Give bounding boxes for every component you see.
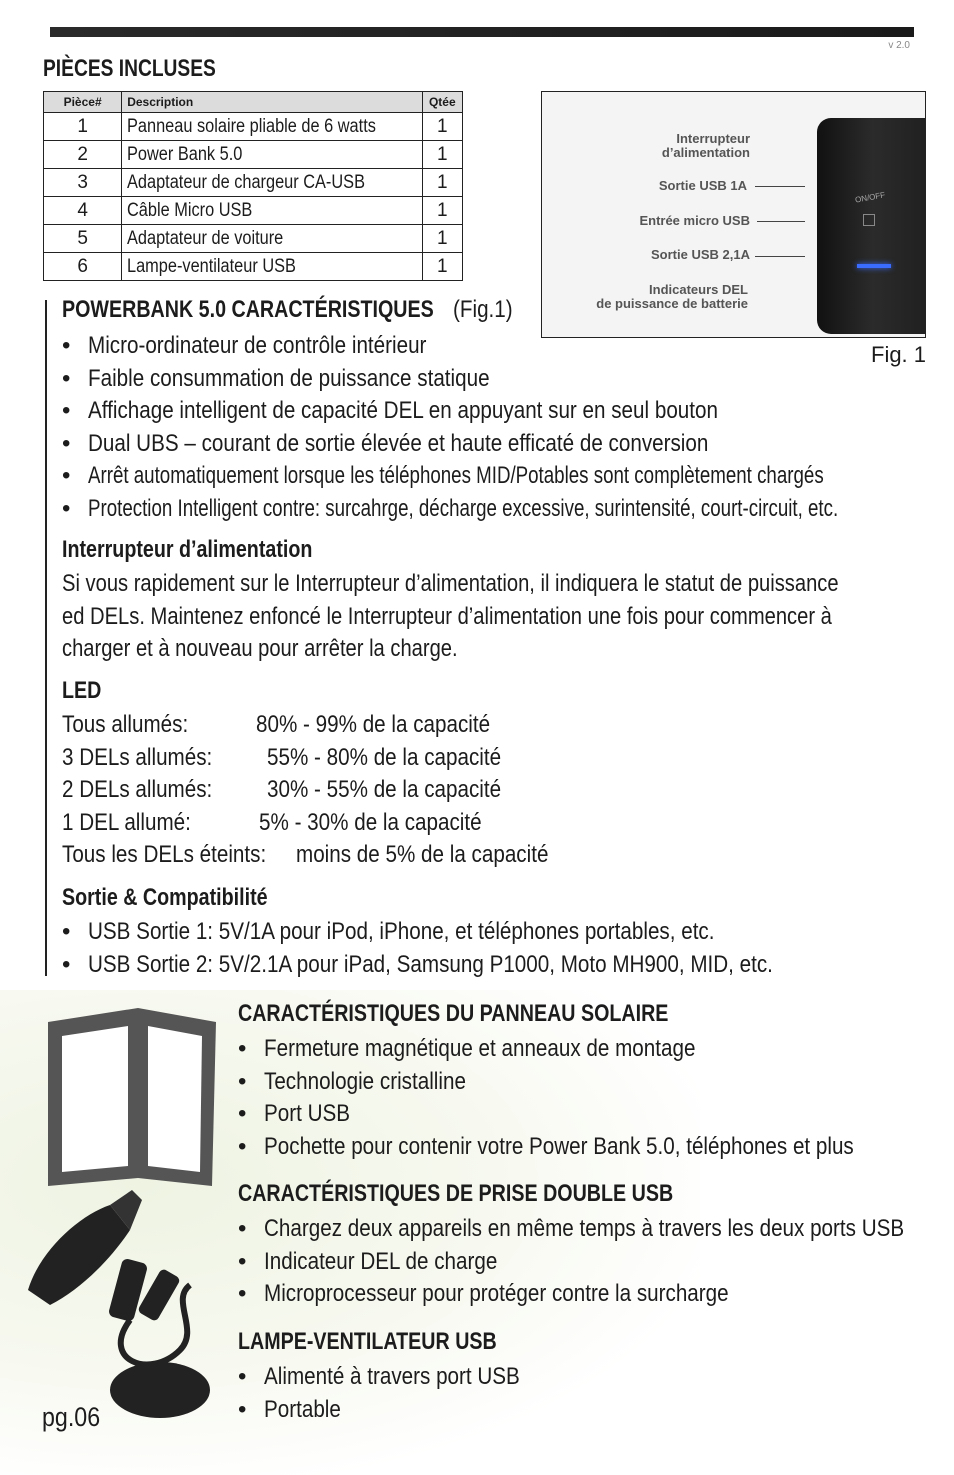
list-item: • Arrêt automatiquement lorsque les téléphones MID/Potables sont complètement chargés [62,460,942,493]
solar-panel-icon [48,1008,216,1186]
dual-usb-section [238,1180,938,1311]
arrow [755,186,805,187]
led-row [62,774,942,807]
list-item: • Affichage intelligent de capacité DEL en appuyant sur en seul bouton [62,395,942,428]
list-item-text: Port USB [264,1100,351,1127]
section-rule [45,300,47,976]
led-key: 2 DELs allumés: [62,776,213,803]
figure-caption: Fig. 1 [871,342,927,367]
table-row [44,141,463,169]
label-switch: Interrupteur d’alimentation [661,131,750,160]
cell: 1 [422,141,462,169]
cell: 1 [422,169,462,197]
list-item-text: Technologie cristalline [264,1067,466,1095]
lamp-title: LAMPE-VENTILATEUR USB [238,1328,497,1355]
output-section [62,884,942,981]
list-item-text: USB Sortie 1: 5V/1A pour iPod, iPhone, et téléphones portables, etc. [88,918,715,945]
led-value: 30% - 55% de la capacité [267,776,502,803]
led-section [62,677,942,872]
list-item-text: Microprocesseur pour protéger contre la surcharge [264,1280,729,1307]
table-row [44,225,463,253]
list-item-text: USB Sortie 2: 5V/2.1A pour iPad, Samsung P1000, Moto MH900, MID, etc. [88,950,773,978]
solar-section [238,1000,938,1163]
parts-header-row [44,92,463,113]
cell-text: Adaptateur de chargeur CA-USB [127,171,366,193]
list-item: • USB Sortie 1: 5V/1A pour iPod, iPhone, et téléphones portables, etc. [62,916,942,949]
list-item-text: Faible consummation de puissance statique [88,364,490,392]
led-value: 80% - 99% de la capacité [256,711,491,738]
list-item: • Technologie cristalline [238,1066,938,1099]
list-item-text: Portable [264,1395,341,1423]
list-item: • USB Sortie 2: 5V/2.1A pour iPad, Samsung P1000, Moto MH900, MID, etc. [62,949,942,982]
cell-text: Câble Micro USB [127,199,253,221]
cell [122,141,422,169]
list-item: • Pochette pour contenir votre Power Bank 5.0, téléphones et plus [238,1131,938,1164]
cell-text: Lampe-ventilateur USB [127,255,297,277]
list-item-text: Micro-ordinateur de contrôle intérieur [88,332,427,359]
usb-lamp-icon [108,1258,210,1418]
product-illustrations [20,1000,250,1430]
list-item: • Alimenté à travers port USB [238,1361,938,1394]
powerbank-title: POWERBANK 5.0 CARACTÉRISTIQUES [62,296,434,323]
label-usb2: Sortie USB 2,1A [651,247,750,262]
list-item: • Fermeture magnétique et anneaux de montage [238,1033,938,1066]
label-usb1: Sortie USB 1A [658,178,747,193]
lamp-list [238,1361,938,1426]
led-row [62,839,942,872]
cell [122,253,422,281]
header-bar [50,27,914,37]
powerbank-list [62,330,942,525]
arrow [757,221,805,222]
list-item: • Protection Intelligent contre: surcahrge, décharge excessive, surintensité, court-circuit, etc. [62,493,942,526]
cell: 1 [44,113,122,141]
switch-line: Si vous rapidement sur le Interrupteur d’alimentation, il indiquera le statut de puissance [62,570,839,597]
led-value: 55% - 80% de la capacité [267,743,502,771]
cell: 1 [422,197,462,225]
cell-text: Adaptateur de voiture [127,227,284,249]
cell: 1 [422,225,462,253]
cell [122,169,422,197]
col-header: Pièce# [44,92,122,113]
parts-table [43,91,463,281]
led-key: 1 DEL allumé: [62,808,191,836]
cell: 1 [422,253,462,281]
led-key: Tous allumés: [62,711,189,738]
label-led: Indicateurs DEL de puissance de batterie [596,282,748,311]
table-row [44,197,463,225]
cell: 6 [44,253,122,281]
page-number [42,1402,110,1433]
output-title: Sortie & Compatibilité [62,884,268,911]
cell: 3 [44,169,122,197]
cell: 2 [44,141,122,169]
list-item: • Indicateur DEL de charge [238,1246,938,1279]
list-item: • Chargez deux appareils en même temps à travers les deux ports USB [238,1213,938,1246]
powerbank-title-ref: (Fig.1) [453,296,514,323]
list-item-text: Dual UBS – courant de sortie élevée et haute efficaté de conversion [88,429,709,457]
cell-text: Power Bank 5.0 [127,143,243,165]
solar-list [238,1033,938,1163]
switch-title: Interrupteur d’alimentation [62,536,313,563]
col-header: Description [122,92,422,113]
table-row [44,253,463,281]
cell: 4 [44,197,122,225]
list-item-text: Chargez deux appareils en même temps à travers les deux ports USB [264,1215,905,1242]
solar-title: CARACTÉRISTIQUES DU PANNEAU SOLAIRE [238,1000,669,1027]
powerbank-section [62,296,942,525]
output-list [62,916,942,981]
list-item-text: Fermeture magnétique et anneaux de montage [264,1035,696,1062]
led-value: moins de 5% de la capacité [296,841,549,868]
table-row [44,113,463,141]
dual-usb-list [238,1213,938,1311]
powerbank-heading [62,296,942,330]
switch-section [62,536,942,666]
list-item-text: Indicateur DEL de charge [264,1247,498,1275]
led-row [62,709,942,742]
arrow [755,256,805,257]
led-key: Tous les DELs éteints: [62,841,267,868]
list-item-text: Protection Intelligent contre: surcahrge, décharge excessive, surintensité, court-circuit, etc. [88,494,839,522]
led-indicator [857,264,891,268]
list-item-text: Arrêt automatiquement lorsque les téléphones MID/Potables sont complètement chargés [88,462,824,489]
list-item-text: Alimenté à travers port USB [264,1363,520,1390]
list-item: • Microprocesseur pour protéger contre la surcharge [238,1278,938,1311]
version-label: v 2.0 [888,40,910,51]
switch-text [62,568,942,666]
lamp-section [238,1328,938,1426]
led-row [62,807,942,840]
label-micro: Entrée micro USB [639,213,750,228]
list-item: • Micro-ordinateur de contrôle intérieur [62,330,942,363]
switch-line: ed DELs. Maintenez enfoncé le Interrupteur d’alimentation une fois pour commencer à [62,602,832,630]
table-row [44,169,463,197]
list-item-text: Affichage intelligent de capacité DEL en appuyant sur en seul bouton [88,397,718,424]
list-item: • Faible consummation de puissance statique [62,363,942,396]
cell [122,225,422,253]
cell-text: Panneau solaire pliable de 6 watts [127,115,377,137]
list-item: • Portable [238,1394,938,1427]
cell [122,113,422,141]
dual-usb-title: CARACTÉRISTIQUES DE PRISE DOUBLE USB [238,1180,674,1207]
cell [122,197,422,225]
cell: 5 [44,225,122,253]
page-number-text: pg.06 [42,1402,101,1432]
cell: 1 [422,113,462,141]
led-row [62,742,942,775]
led-value: 5% - 30% de la capacité [259,808,482,836]
list-item: • Port USB [238,1098,938,1131]
list-item: • Dual UBS – courant de sortie élevée et haute efficaté de conversion [62,428,942,461]
led-key: 3 DELs allumés: [62,743,213,771]
onoff-label: ON/OFF [854,190,886,205]
parts-title: PIÈCES INCLUSES [43,55,216,82]
list-item-text: Pochette pour contenir votre Power Bank 5.0, téléphones et plus [264,1132,854,1160]
button-square [863,214,875,226]
led-title: LED [62,677,102,704]
switch-line: charger et à nouveau pour arrêter la charge. [62,635,458,662]
col-header: Qtée [422,92,462,113]
